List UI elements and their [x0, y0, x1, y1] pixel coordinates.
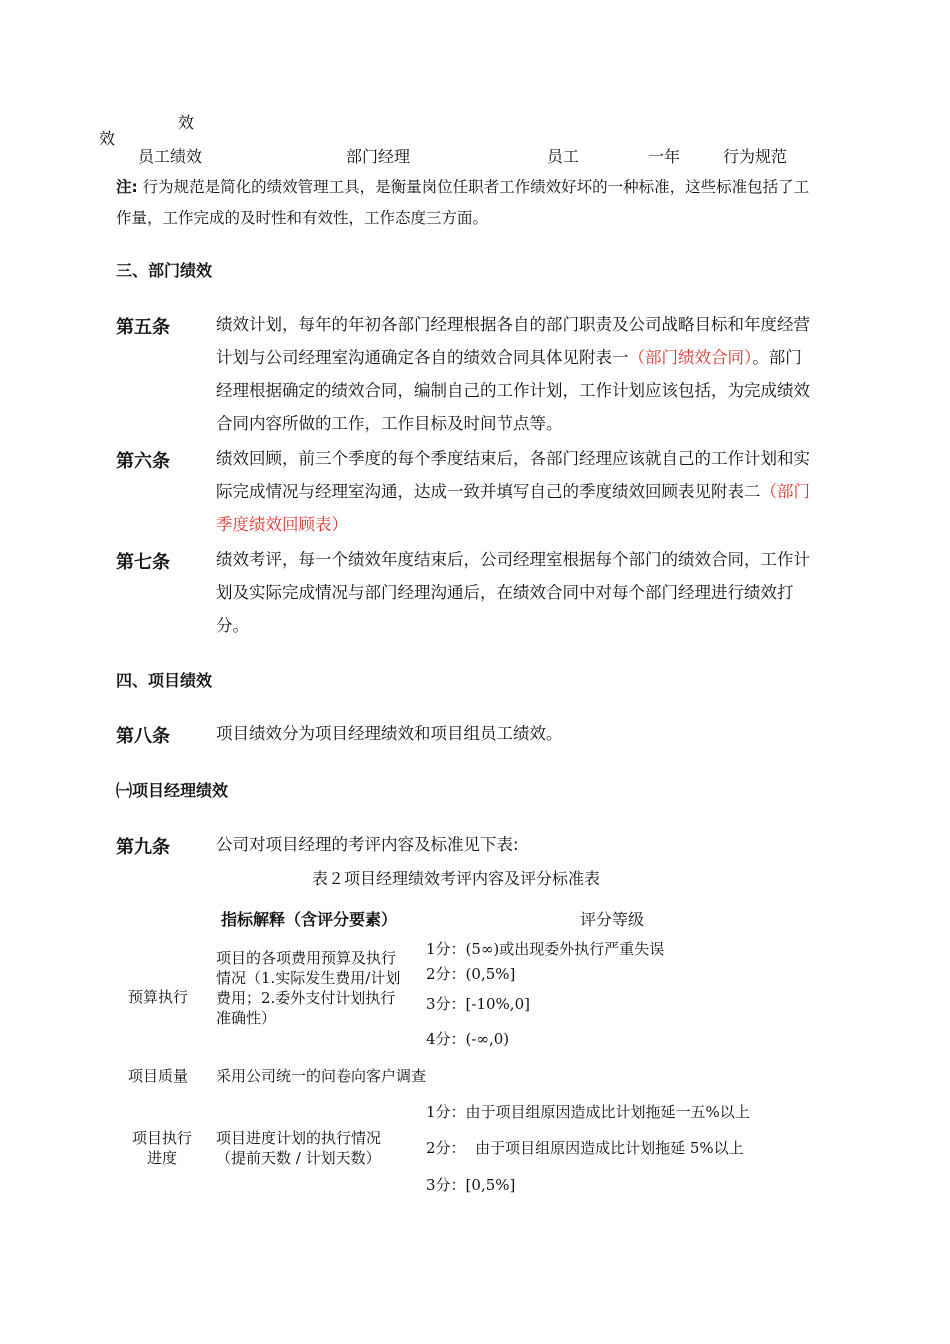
table-grade: 1分：由于项目组原因造成比计划拖延一五%以上: [426, 1103, 750, 1121]
fragment-char-lower: 效: [99, 129, 116, 148]
table-grade: 1分：(5∞)或出现委外执行严重失误: [426, 940, 665, 958]
top-row-cell: 一年: [648, 147, 681, 166]
article-text: [216, 308, 818, 440]
article-text: 公司对项目经理的考评内容及标准见下表:: [216, 835, 519, 854]
article-label: 第九条: [116, 837, 170, 858]
note-text: 行为规范是简化的绩效管理工具，是衡量岗位任职者工作绩效好坏的一种标准，这些标准包括了工作量，工作完成的及时性和有效性，工作态度三方面。: [116, 178, 810, 227]
note-paragraph: [116, 172, 816, 234]
table-row-desc: 项目的各项费用预算及执行情况（1.实际发生费用/计划费用；2.委外支付计划执行准确性）: [216, 949, 401, 1027]
article-text: [216, 442, 818, 541]
top-row-cell: 部门经理: [346, 147, 411, 166]
subsection-heading: ㈠项目经理绩效: [116, 781, 229, 800]
top-row-cell: 员工: [547, 147, 580, 166]
top-row-cell: 员工绩效: [138, 147, 203, 166]
table-grade: 2分： 由于项目组原因造成比计划拖延 5%以上: [426, 1139, 744, 1157]
table-row-name: 项目质量: [128, 1067, 189, 1085]
article-text: 绩效考评，每一个绩效年度结束后，公司经理室根据每个部门的绩效合同，工作计划及实际完成情况与部门经理沟通后，在绩效合同中对每个部门经理进行绩效打分。: [216, 550, 810, 635]
table-grade: 3分：[0,5%]: [426, 1176, 516, 1194]
table-row-name: 项目执行进度: [131, 1129, 192, 1167]
table-grade: 3分：[-10%,0]: [426, 995, 530, 1013]
article-label: 第五条: [116, 317, 170, 338]
section-heading: 四、项目绩效: [116, 671, 213, 690]
table-grade: 4分：(-∞,0): [426, 1030, 510, 1048]
top-row-cell: 行为规范: [723, 147, 788, 166]
red-reference: （部门季度绩效回顾表）: [216, 482, 810, 534]
article-text-part: 绩效回顾，前三个季度的每个季度结束后，各部门经理应该就自己的工作计划和实际完成情况与经理室沟通，达成一致并填写自己的季度绩效回顾表见附表二: [216, 449, 810, 501]
table-row-desc: 项目进度计划的执行情况（提前天数 / 计划天数）: [216, 1129, 382, 1167]
table-row-desc: 采用公司统一的问卷向客户调查: [216, 1067, 427, 1085]
note-label: 注:: [116, 178, 138, 196]
table-row-name: 预算执行: [128, 988, 189, 1006]
table-grade: 2分：(0,5%]: [426, 965, 516, 983]
article-text: 项目绩效分为项目经理绩效和项目组员工绩效。: [216, 724, 563, 743]
article-label: 第八条: [116, 726, 170, 747]
article-label: 第六条: [116, 451, 170, 472]
table-header: 评分等级: [580, 910, 645, 929]
table-caption: 表２项目经理绩效考评内容及评分标准表: [312, 869, 601, 888]
fragment-char-upper: 效: [178, 113, 195, 132]
table-header: 指标解释（含评分要素）: [221, 910, 398, 929]
article-text-part: 绩效计划，每年的年初各部门经理根据各自的部门职责及公司战略目标和年度经营计划与公司经理室沟通确定各自的绩效合同具体见附表一: [216, 315, 810, 367]
article-label: 第七条: [116, 552, 170, 573]
section-heading: 三、部门绩效: [116, 261, 213, 280]
red-reference: （部门绩效合同）: [628, 348, 753, 367]
article-text-part: 。部门经理根据确定的绩效合同，编制自己的工作计划，工作计划应该包括，为完成绩效合同内容所做的工作，工作目标及时间节点等。: [216, 348, 810, 433]
